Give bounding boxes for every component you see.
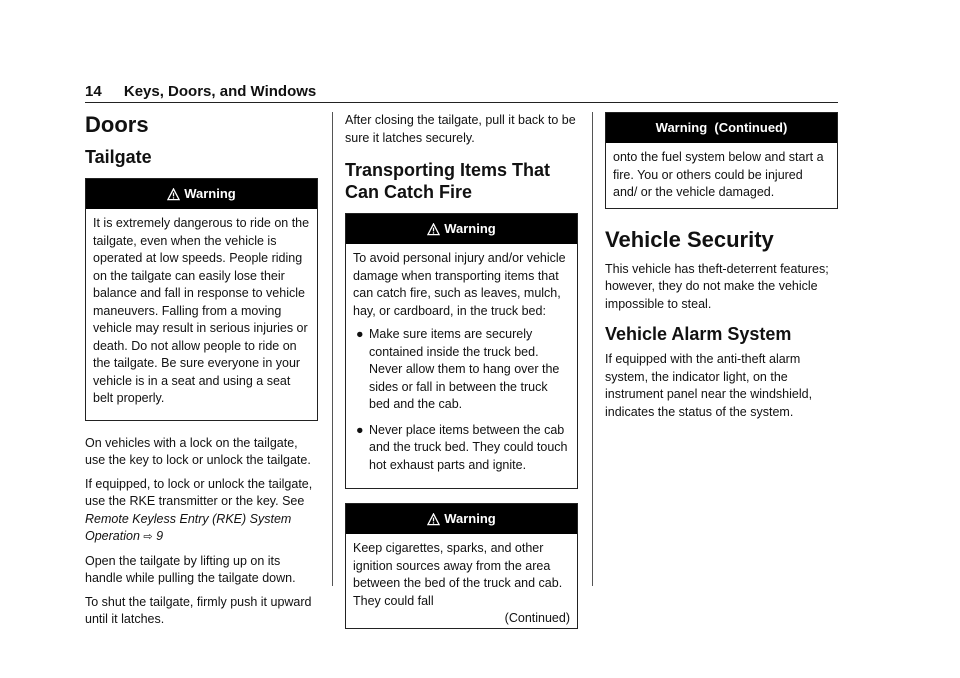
subsection-title-transporting: Transporting Items That Can Catch Fire bbox=[345, 160, 551, 202]
warning-box-tailgate bbox=[85, 178, 318, 421]
warning-title: Warning bbox=[444, 221, 496, 236]
page-number: 14 bbox=[85, 83, 102, 100]
column-divider bbox=[592, 112, 593, 586]
paragraph-with-reference bbox=[85, 476, 318, 547]
bullet-dot: ● bbox=[356, 327, 364, 341]
warning-text: Keep cigarettes, sparks, and other ignition sources away from the area between the bed of the truck and cab. They could fall bbox=[353, 541, 563, 608]
column-1 bbox=[85, 112, 318, 635]
paragraph: On vehicles with a lock on the tailgate, use the key to lock or unlock the tailgate. bbox=[85, 435, 311, 467]
chapter-title: Keys, Doors, and Windows bbox=[123, 83, 317, 100]
warning-text: To avoid personal injury and/or vehicle damage when transporting items that can catch fire, such as leaves, mulch, hay, or cardboard, in the truck bed: bbox=[353, 251, 566, 318]
section-title-doors: Doors bbox=[85, 112, 149, 137]
warning-triangle-icon bbox=[167, 186, 184, 201]
paragraph: This vehicle has theft-deterrent features; however, they do not make the vehicle impossible to steal. bbox=[605, 261, 829, 311]
section-title-vehicle-security: Vehicle Security bbox=[605, 226, 774, 252]
column-3 bbox=[605, 112, 838, 429]
paragraph-text: If equipped, to lock or unlock the tailgate, use the RKE transmitter or the key. See bbox=[85, 476, 313, 508]
list-item: ● Never place items between the cab and the truck bed. They could touch hot exhaust parts and ignite. bbox=[356, 422, 568, 472]
list-item: ● Make sure items are securely contained inside the truck bed. Never allow them to hang over the sides or fall in between the truck bed and the cab. bbox=[356, 327, 560, 411]
warning-header bbox=[346, 504, 577, 534]
page-header bbox=[85, 82, 838, 103]
paragraph: If equipped with the anti-theft alarm system, the indicator light, on the instrument panel near the windshield, indicates the status of the system. bbox=[605, 352, 813, 419]
column-2 bbox=[345, 112, 578, 643]
warning-header bbox=[346, 214, 577, 244]
subsection-title-tailgate: Tailgate bbox=[85, 147, 152, 167]
warning-header bbox=[86, 179, 317, 209]
warning-text: It is extremely dangerous to ride on the tailgate, even when the vehicle is operated at low speeds. People riding on the tailgate can easily lose their balance and fall in response to vehicle maneuvers. Falling from a moving vehicle may result in serious injuries or death. Do not allow people to ride on the tailgate. Be sure everyone in your vehicle is in a seat and using a seat belt properly. bbox=[93, 216, 310, 405]
paragraph: To shut the tailgate, firmly push it upward until it latches. bbox=[85, 594, 312, 626]
warning-bullet-list bbox=[353, 326, 570, 474]
warning-title: Warning bbox=[184, 186, 236, 201]
page-reference-icon: ⇨ bbox=[143, 531, 153, 543]
warning-title: Warning bbox=[444, 511, 496, 526]
subsection-title-alarm: Vehicle Alarm System bbox=[605, 324, 792, 344]
reference-page-number: 9 bbox=[156, 529, 164, 543]
warning-text: onto the fuel system below and start a fire. You or others could be injured and/ or the vehicle damaged. bbox=[613, 150, 824, 199]
warning-header bbox=[606, 113, 837, 143]
paragraph: After closing the tailgate, pull it back to be sure it latches securely. bbox=[345, 113, 576, 145]
warning-box-ignition bbox=[345, 503, 578, 629]
column-divider bbox=[332, 112, 333, 586]
bullet-dot: ● bbox=[356, 422, 364, 437]
warning-box-continued bbox=[605, 112, 838, 209]
warning-box-fire bbox=[345, 213, 578, 489]
paragraph: Open the tailgate by lifting up on its handle while pulling the tailgate down. bbox=[85, 553, 296, 585]
warning-title: Warning (Continued) bbox=[655, 120, 788, 135]
cross-reference-link[interactable]: Remote Keyless Entry (RKE) System Operation bbox=[85, 511, 292, 543]
warning-triangle-icon bbox=[427, 511, 444, 526]
warning-triangle-icon bbox=[427, 221, 444, 236]
continued-label: (Continued) bbox=[504, 611, 570, 625]
